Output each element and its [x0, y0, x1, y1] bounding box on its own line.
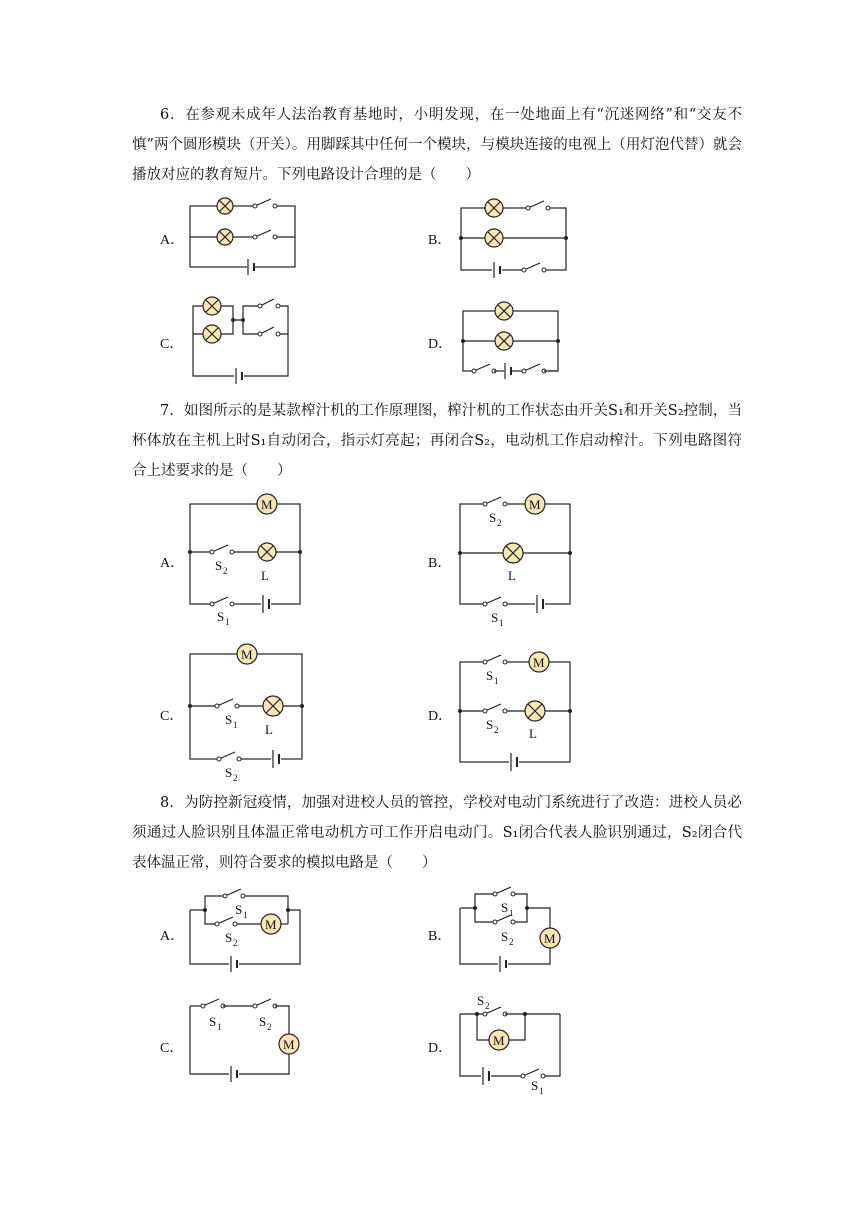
svg-text:2: 2: [267, 1022, 272, 1032]
svg-text:1: 1: [539, 1086, 544, 1096]
q6-circuit-d: [458, 297, 568, 382]
svg-text:M: M: [265, 917, 277, 932]
svg-text:M: M: [533, 655, 545, 670]
q6-circuit-b: [456, 192, 571, 277]
q8-option-a-label: A．: [160, 929, 185, 944]
svg-text:1: 1: [494, 676, 499, 686]
svg-text:S: S: [259, 1014, 267, 1029]
question-6: [132, 100, 742, 190]
q6-circuit-a: [185, 192, 300, 272]
q8-option-b-label: B．: [428, 929, 452, 944]
svg-text:S: S: [491, 610, 499, 625]
svg-text:M: M: [493, 1033, 505, 1048]
svg-text:L: L: [508, 568, 516, 583]
svg-text:S: S: [477, 993, 485, 1008]
svg-text:S: S: [486, 668, 494, 683]
svg-text:1: 1: [243, 910, 248, 920]
q8-circuit-a: [185, 884, 305, 974]
q7-circuit-a: [185, 490, 305, 625]
q6-option-d-label: D．: [428, 337, 453, 352]
q6-option-c-label: C．: [160, 337, 184, 352]
q7-option-b-label: B．: [428, 556, 452, 571]
q7-circuit-d: [455, 648, 575, 778]
svg-text:S: S: [531, 1078, 539, 1093]
svg-text:L: L: [261, 568, 269, 583]
q8-option-d-label: D．: [428, 1041, 453, 1056]
svg-text:S: S: [225, 765, 233, 780]
q7-circuit-b: [455, 490, 575, 630]
question-7-text: 7．如图所示的是某款榨汁机的工作原理图，榨汁机的工作状态由开关S₁和开关S₂控制，当杯体放在主机上时S₁自动闭合，指示灯亮起；再闭合S₂，电动机工作启动榨汁。下列电路图符合上述要求的是（ ）: [132, 403, 742, 479]
q8-option-c-label: C．: [160, 1041, 184, 1056]
svg-text:1: 1: [233, 720, 238, 730]
svg-text:S: S: [489, 510, 497, 525]
question-6-text: 6．在参观未成年人法治教育基地时，小明发现，在一处地面上有“沉迷网络”和“交友不慎”两个圆形模块（开关）。用脚踩其中任何一个模块，与模块连接的电视上（用灯泡代替）就会播放对应的教育短片。下列电路设计合理的是（ ）: [132, 107, 742, 183]
q7-option-d-label: D．: [428, 709, 453, 724]
svg-text:S: S: [235, 902, 243, 917]
svg-text:2: 2: [509, 937, 514, 947]
q6-option-b-label: B．: [428, 233, 452, 248]
svg-text:L: L: [529, 726, 537, 741]
svg-text:1: 1: [499, 618, 504, 628]
svg-text:1: 1: [217, 1022, 222, 1032]
svg-text:M: M: [529, 497, 541, 512]
svg-text:M: M: [261, 497, 273, 512]
q8-circuit-d: [455, 990, 575, 1095]
svg-text:S: S: [486, 717, 494, 732]
svg-text:S: S: [225, 930, 233, 945]
svg-text:M: M: [241, 647, 253, 662]
svg-text:L: L: [265, 722, 273, 737]
svg-text:2: 2: [494, 725, 499, 735]
svg-text:1: 1: [509, 908, 514, 918]
svg-text:2: 2: [485, 1001, 490, 1011]
svg-text:1: 1: [225, 617, 230, 627]
svg-text:M: M: [283, 1037, 295, 1052]
svg-text:M: M: [544, 931, 556, 946]
q7-option-a-label: A．: [160, 556, 185, 571]
q7-option-c-label: C．: [160, 709, 184, 724]
q6-option-a-label: A．: [160, 233, 185, 248]
question-8-text: 8．为防控新冠疫情，加强对进校人员的管控，学校对电动门系统进行了改造：进校人员必须通过人脸识别且体温正常电动机方可工作开启电动门。S₁闭合代表人脸识别通过，S₂闭合代表体温正常，则符合要求的模拟电路是（ ）: [132, 795, 742, 871]
svg-text:S: S: [217, 609, 225, 624]
svg-text:2: 2: [233, 938, 238, 948]
q7-circuit-c: [185, 640, 310, 785]
svg-text:S: S: [209, 1014, 217, 1029]
svg-text:2: 2: [497, 518, 502, 528]
svg-text:S: S: [225, 712, 233, 727]
svg-text:S: S: [215, 558, 223, 573]
svg-text:2: 2: [233, 773, 238, 783]
svg-text:S: S: [501, 929, 509, 944]
question-8: [132, 788, 742, 878]
question-7: [132, 396, 742, 486]
q8-circuit-b: [455, 880, 575, 975]
svg-text:2: 2: [223, 566, 228, 576]
q8-circuit-c: [185, 992, 310, 1087]
q6-circuit-c: [188, 292, 298, 387]
svg-text:S: S: [501, 900, 509, 915]
